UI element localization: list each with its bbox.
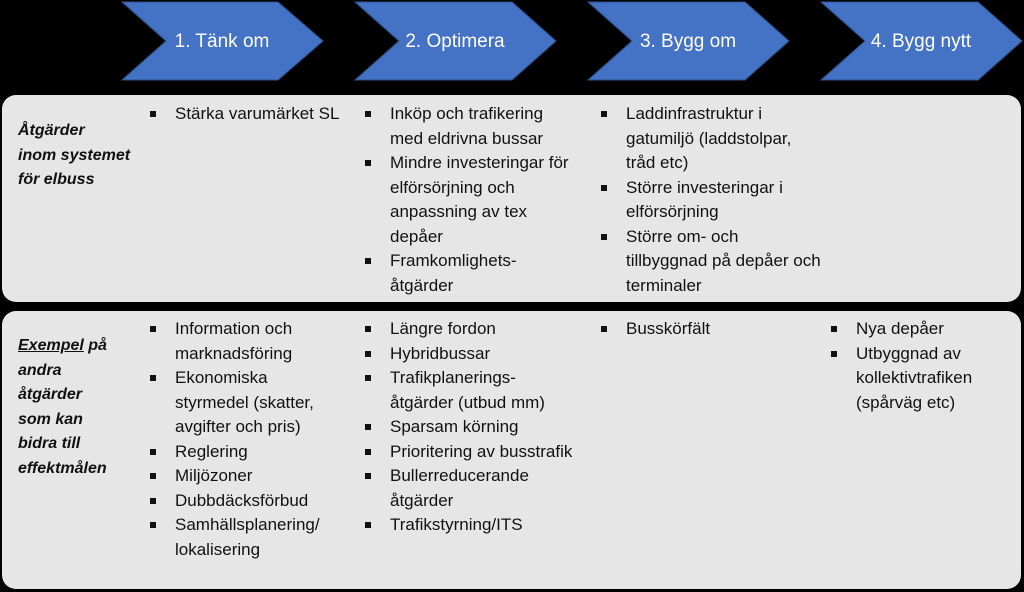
label-emphasis: Exempel — [18, 337, 84, 354]
list-item: Miljözoner — [147, 464, 343, 489]
list-item: Hybridbussar — [362, 342, 574, 367]
step-label-4: 4. Bygg nytt — [870, 31, 972, 52]
other-measures-rebuild — [598, 317, 810, 342]
list-item: Laddinfrastruktur i gatumiljö (laddstolpar, tråd etc) — [598, 102, 824, 176]
list-item: Trafikplanerings-åtgärder (utbud mm) — [362, 366, 574, 415]
list-item: Ekonomiska styrmedel (skatter, avgifter och pris) — [147, 366, 343, 440]
other-measures-optimize — [362, 317, 574, 538]
system-measures-optimize — [362, 102, 574, 298]
label-line: som kan — [18, 410, 83, 428]
other-measures-rethink — [147, 317, 343, 562]
list-item: Nya depåer — [828, 317, 1003, 342]
list-item: Framkomlighets-åtgärder — [362, 249, 574, 298]
list-item: Större om- och tillbyggnad på depåer och terminaler — [598, 225, 824, 299]
other-measures-build-new — [828, 317, 1003, 415]
list-item: Mindre investeringar för elförsörjning och anpassning av tex depåer — [362, 151, 574, 249]
list-item: Stärka varumärket SL — [147, 102, 352, 127]
label-line: åtgärder — [18, 386, 83, 403]
step-label-3: 3. Bygg om — [639, 31, 737, 52]
system-measures-rebuild — [598, 102, 824, 298]
list-item: Längre fordon — [362, 317, 574, 342]
list-item: Information och marknadsföring — [147, 317, 343, 366]
label-line — [18, 334, 107, 359]
step-label-2: 2. Optimera — [405, 31, 505, 52]
list-item: Prioritering av busstrafik — [362, 440, 574, 465]
label-line: för elbuss — [18, 171, 95, 188]
label-line: andra — [18, 361, 62, 379]
label-line: effektmålen — [18, 459, 107, 477]
list-item: Sparsam körning — [362, 415, 574, 440]
list-item: Reglering — [147, 440, 343, 465]
system-measures-label — [18, 119, 130, 193]
list-item: Dubbdäcksförbud — [147, 489, 343, 514]
list-item: Trafikstyrning/ITS — [362, 513, 574, 538]
list-item: Samhällsplanering/ lokalisering — [147, 513, 343, 562]
system-measures-rethink — [147, 102, 352, 127]
list-item: Bullerreducerande åtgärder — [362, 464, 574, 513]
label-text: på — [83, 337, 107, 354]
label-line: bidra till — [18, 435, 81, 452]
other-measures-label — [18, 334, 107, 481]
list-item: Utbyggnad av kollektivtrafiken (spårväg etc) — [828, 342, 1003, 416]
step-label-1: 1. Tänk om — [174, 31, 270, 52]
label-line: Åtgärder — [18, 122, 85, 139]
list-item: Busskörfält — [598, 317, 810, 342]
label-line: inom systemet — [18, 146, 131, 164]
list-item: Inköp och trafikering med eldrivna bussar — [362, 102, 574, 151]
list-item: Större investeringar i elförsörjning — [598, 176, 824, 225]
